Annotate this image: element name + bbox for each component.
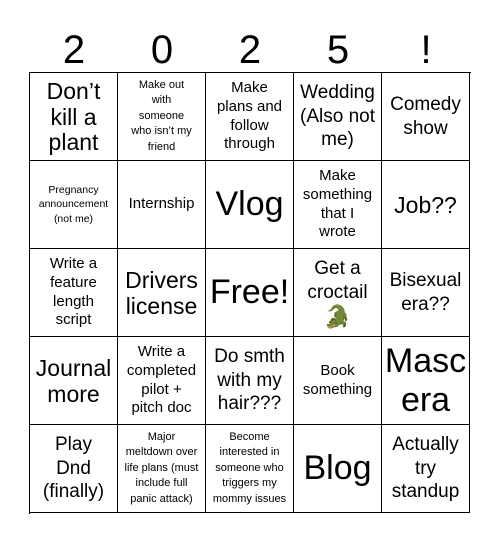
bingo-cell[interactable]	[206, 337, 294, 425]
header-letter: 2	[238, 28, 262, 72]
bingo-cell[interactable]	[30, 249, 118, 337]
bingo-cell-text: Bisexual era??	[389, 269, 462, 315]
bingo-cell[interactable]	[118, 161, 206, 249]
bingo-cell[interactable]	[118, 73, 206, 161]
bingo-cell-text: Make something that I wrote	[302, 167, 373, 241]
bingo-cell[interactable]	[294, 425, 382, 513]
bingo-cell[interactable]	[30, 73, 118, 161]
bingo-cell[interactable]	[206, 161, 294, 249]
bingo-cell-text: Write a completed pilot + pitch doc	[126, 343, 197, 417]
bingo-cell[interactable]	[206, 73, 294, 161]
bingo-cell-text: Drivers license	[125, 266, 198, 319]
bingo-cell[interactable]	[206, 425, 294, 513]
bingo-cell[interactable]	[382, 425, 470, 513]
bingo-cell-text: Make plans and follow through	[216, 79, 283, 153]
bingo-cell[interactable]	[294, 337, 382, 425]
bingo-cell-text: Major meltdown over life plans (must include full panic attack)	[124, 431, 199, 505]
bingo-header	[30, 28, 470, 72]
header-letter: !	[420, 28, 432, 72]
bingo-cell-text: Masc era	[384, 342, 467, 419]
bingo-cell-text: Actually try standup	[391, 433, 460, 503]
bingo-cell-text: Pregnancy announcement (not me)	[38, 184, 109, 225]
bingo-cell-text: Get a croctail	[307, 257, 368, 303]
bingo-cell-text: Vlog	[215, 185, 284, 224]
bingo-cell-text: Become interested in someone who triggers my mommy issues	[212, 431, 287, 505]
crocodile-icon: 🐊	[323, 304, 352, 330]
bingo-cell[interactable]	[30, 425, 118, 513]
bingo-cell-text: Do smth with my hair???	[214, 345, 285, 415]
bingo-cell-text: Free!	[209, 273, 290, 312]
bingo-cell[interactable]	[294, 73, 382, 161]
bingo-cell-text: Make out with someone who isn’t my friend	[131, 79, 192, 153]
bingo-cell-text: Write a feature length script	[49, 255, 98, 329]
header-letter: 5	[326, 28, 350, 72]
bingo-cell[interactable]	[30, 337, 118, 425]
bingo-cell-text: Don’t kill a plant	[46, 77, 101, 156]
bingo-cell[interactable]	[118, 425, 206, 513]
bingo-cell[interactable]	[118, 249, 206, 337]
bingo-cell-text: Journal more	[35, 354, 112, 407]
bingo-cell-text: Internship	[128, 195, 195, 213]
bingo-cell[interactable]	[118, 337, 206, 425]
bingo-cell[interactable]	[382, 161, 470, 249]
bingo-cell-text: Wedding (Also not me)	[300, 81, 375, 151]
bingo-cell-text: Play Dnd (finally)	[42, 433, 105, 503]
header-letter: 2	[62, 28, 86, 72]
bingo-cell-text: Comedy show	[390, 93, 461, 139]
bingo-cell[interactable]	[382, 337, 470, 425]
bingo-cell[interactable]	[30, 161, 118, 249]
header-letter: 0	[150, 28, 174, 72]
bingo-cell[interactable]	[294, 249, 382, 337]
bingo-card-grid	[29, 72, 471, 514]
bingo-cell-text: Job??	[394, 191, 457, 218]
bingo-cell[interactable]	[382, 249, 470, 337]
bingo-cell[interactable]	[382, 73, 470, 161]
bingo-cell-text: Blog	[303, 449, 372, 488]
bingo-cell-text: Book something	[302, 361, 373, 398]
bingo-cell[interactable]	[294, 161, 382, 249]
bingo-cell[interactable]	[206, 249, 294, 337]
